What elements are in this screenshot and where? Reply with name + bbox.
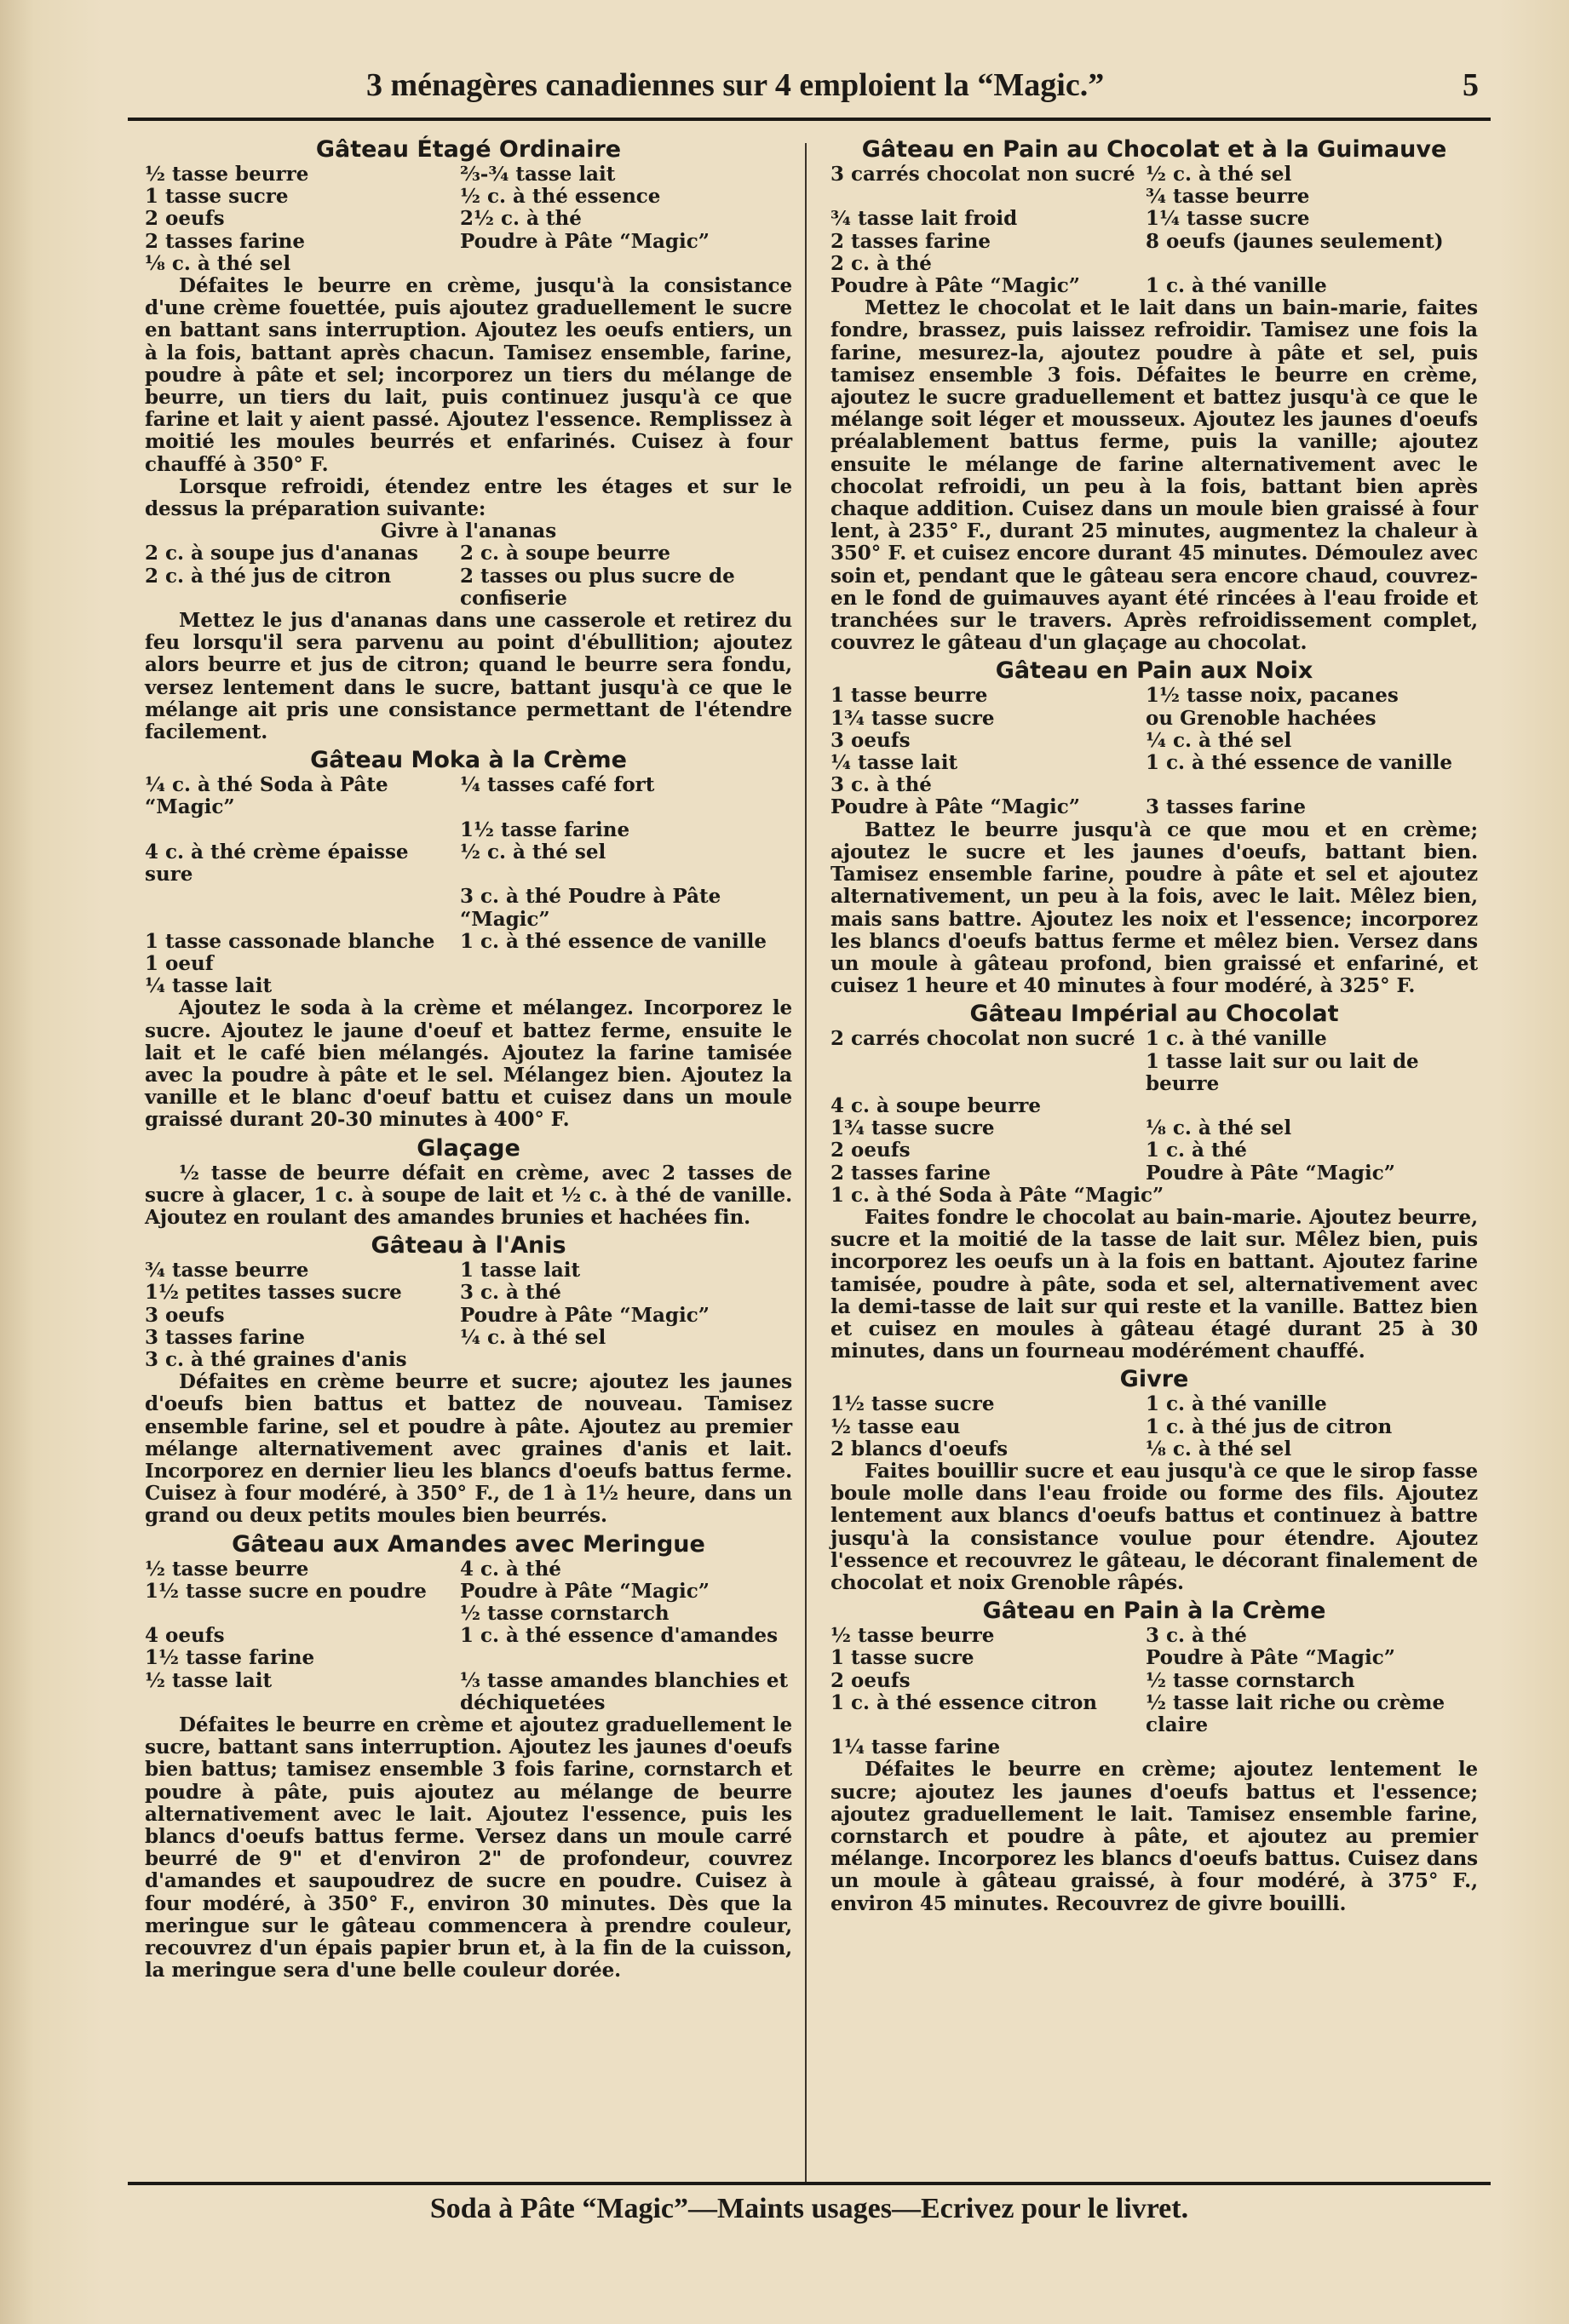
recipe-title: Gâteau aux Amandes avec Meringue xyxy=(232,1530,705,1558)
recipe-method: Défaites le beurre en crème, jusqu'à la consistance d'une crème fouettée, puis ajoutez graduellement le sucre en battant sans interruption. Ajoutez les oeufs entiers, un à la fois, battant après chacun. Tamisez ensemble, farine, poudre à pâte et sel; incorporez un tiers du mélange de beurre, un tiers du lait, puis continuez jusqu'à ce que farine et lait y aient passé. Ajoutez l'essence. Remplissez à moitié les moules beurrés et enfarinés. Cuisez à four chauffé à 350° F. xyxy=(145,274,792,476)
ingredient: 1¾ tasse sucre xyxy=(830,1116,995,1140)
recipe-pain-creme xyxy=(830,1598,1478,1915)
ingredient: 4 c. à thé xyxy=(460,1557,561,1581)
column-divider xyxy=(805,143,807,2183)
ingredient: 2 tasses farine xyxy=(830,1161,991,1185)
ingredient: Poudre à Pâte “Magic” xyxy=(830,274,1080,298)
ingredient: 3 c. à thé xyxy=(830,773,932,797)
ingredient-list xyxy=(145,774,792,997)
ingredient: 1 tasse sucre xyxy=(830,1646,974,1670)
sub-recipe-title: Givre à l'ananas xyxy=(380,519,557,543)
ingredient: 2 carrés chocolat non sucré xyxy=(830,1027,1135,1051)
ingredient: 2 c. à thé xyxy=(830,251,932,275)
page-number: 5 xyxy=(1463,67,1479,103)
recipe-method: Battez le beurre jusqu'à ce que mou et en crème; ajoutez le sucre et les jaunes d'oeufs, battant bien. Tamisez ensemble farine, poudre à pâte et sel et ajoutez alternativement, un peu à la fois, avec le lait. Mêlez bien, mais sans battre. Ajoutez les noix et l'essence; incorporez les blancs d'oeufs battus ferme et mêlez bien. Versez dans un moule à gâteau profond, bien graissé et enfariné, et cuisez 1 heure et 40 minutes à four modéré, à 325° F. xyxy=(830,818,1478,998)
ingredient: 1 c. à thé essence de vanille xyxy=(460,929,767,953)
recipe-method: Lorsque refroidi, étendez entre les étages et sur le dessus la préparation suivante: xyxy=(145,474,792,521)
recipe-pain-noix xyxy=(830,657,1478,997)
ingredient: 8 oeufs (jaunes seulement) xyxy=(1146,229,1444,253)
recipe-method: Faites fondre le chocolat au bain-marie. Ajoutez beurre, sucre et la moitié de la tasse de lait sur. Mêlez bien, puis incorporez les oeufs un à la fois en battant. Ajoutez farine tamisée, poudre à pâte, soda et sel, alternativement avec la demi-tasse de lait sur qui reste et la vanille. Battez bien et cuisez en moules à gâteau étagé durant 25 à 30 minutes, dans un fourneau modérément chauffé. xyxy=(830,1205,1478,1363)
ingredient: 1 c. à thé vanille xyxy=(1146,1027,1327,1051)
ingredient: 2 oeufs xyxy=(145,207,225,231)
ingredient: ⅛ c. à thé sel xyxy=(145,251,291,275)
ingredient: Poudre à Pâte “Magic” xyxy=(1146,1161,1395,1185)
ingredient-list xyxy=(145,1558,792,1714)
ingredient: ¾ tasse beurre xyxy=(145,1259,309,1283)
ingredient-list xyxy=(145,542,792,610)
ingredient: 1 tasse lait sur ou lait de beurre xyxy=(1146,1049,1419,1095)
ingredient: 2½ c. à thé xyxy=(460,207,582,231)
ingredient: 1 oeuf xyxy=(145,951,214,975)
ingredient: 1 c. à thé essence d'amandes xyxy=(460,1624,779,1648)
ingredient: 1½ tasse noix, pacanes xyxy=(1146,684,1399,708)
ingredient-list xyxy=(830,164,1478,297)
recipe-title: Givre xyxy=(1119,1366,1189,1393)
ingredient: ⅛ c. à thé sel xyxy=(1146,1437,1292,1460)
ingredient: ½ tasse lait riche ou crème claire xyxy=(1146,1690,1445,1736)
ingredient: Poudre à Pâte “Magic” xyxy=(830,795,1080,819)
ingredient: 3 c. à thé xyxy=(1146,1624,1247,1648)
ingredient: 2 c. à soupe jus d'ananas xyxy=(145,542,418,565)
ingredient xyxy=(1146,1736,1478,1759)
ingredient: ½ tasse beurre xyxy=(830,1624,995,1648)
ingredient xyxy=(830,1051,1146,1095)
ingredient: 2 tasses farine xyxy=(145,229,306,253)
ingredient: 1 c. à thé essence de vanille xyxy=(1146,751,1453,775)
ingredient: 1 c. à thé Soda à Pâte “Magic” xyxy=(830,1183,1164,1207)
ingredient: 3 c. à thé xyxy=(460,1281,561,1305)
ingredient xyxy=(460,953,792,975)
recipe-method: Faites bouillir sucre et eau jusqu'à ce que le sirop fasse boule molle dans l'eau froide ou forme des fils. Ajoutez lentement aux blancs d'oeufs battus et continuez à battre jusqu'à la consistance voulue pour étendre. Ajoutez l'essence et recouvrez le gâteau, le décorant finalement de chocolat et noix Grenoble râpés. xyxy=(830,1459,1478,1594)
footer-rule xyxy=(128,2182,1491,2185)
ingredient: ⅛ c. à thé sel xyxy=(1146,1116,1292,1140)
ingredient: 1 tasse lait xyxy=(460,1259,581,1283)
recipe-title: Gâteau Moka à la Crème xyxy=(310,747,627,774)
recipe-givre xyxy=(830,1366,1478,1594)
ingredient xyxy=(830,186,1146,208)
ingredient: Poudre à Pâte “Magic” xyxy=(1146,1646,1395,1670)
ingredient: ¼ tasse lait xyxy=(145,974,273,998)
ingredient: 1¾ tasse sucre xyxy=(830,706,995,730)
ingredient-list xyxy=(830,685,1478,818)
ingredient: 2 oeufs xyxy=(830,1139,911,1162)
ingredient: 3 oeufs xyxy=(145,1303,225,1327)
ingredient xyxy=(460,1647,792,1669)
ingredient: 3 carrés chocolat non sucré xyxy=(830,163,1135,186)
ingredient xyxy=(1146,1095,1478,1117)
recipe-method: Mettez le chocolat et le lait dans un bain-marie, faites fondre, brassez, puis laissez refroidir. Tamisez une fois la farine, mesurez-la, ajoutez poudre à pâte et sel, puis tamisez ensemble 3 fois. Défaites le beurre en crème, ajoutez le sucre graduellement et battez jusqu'à ce que le mélange soit léger et mousseux. Ajoutez les jaunes d'oeufs préalablement battus ferme, puis la vanille; ajoutez ensuite le mélange de farine alternativement avec le chocolat refroidi, un peu à la fois, battant bien après chaque addition. Cuisez dans un moule bien graissé à four lent, à 235° F., durant 25 minutes, augmentez la chaleur à 350° F. et cuisez encore durant 45 minutes. Démoulez avec soin et, pendant que le gâteau sera encore chaud, couvrez-en le fond de guimauves ayant été rincées à l'eau froide et tranchées sur le travers. Après refroidissement complet, couvrez le gâteau d'un glaçage au chocolat. xyxy=(830,296,1478,655)
recipe-title: Gâteau Impérial au Chocolat xyxy=(969,1001,1339,1028)
ingredient: Poudre à Pâte “Magic” xyxy=(460,1579,710,1603)
ingredient: ¼ c. à thé Soda à Pâte “Magic” xyxy=(145,773,388,819)
ingredient: ¼ c. à thé sel xyxy=(1146,728,1292,752)
ingredient: 3 c. à thé graines d'anis xyxy=(145,1347,407,1371)
recipe-title: Gâteau en Pain aux Noix xyxy=(995,657,1313,685)
ingredient-list xyxy=(830,1625,1478,1759)
ingredient: ¼ c. à thé sel xyxy=(460,1325,606,1349)
ingredient: 1½ tasse sucre en poudre xyxy=(145,1579,427,1603)
ingredient: 2 tasses ou plus sucre de confiserie xyxy=(460,564,735,610)
ingredient: ¾ tasse lait froid xyxy=(830,207,1018,231)
ingredient: 1½ tasse farine xyxy=(460,818,630,841)
ingredient: 2 c. à soupe beurre xyxy=(460,542,670,565)
recipe-method: ½ tasse de beurre défait en crème, avec 2 tasses de sucre à glacer, 1 c. à soupe de lait et ½ c. à thé de vanille. Ajoutez en roulant des amandes brunies et hachées fin. xyxy=(145,1161,792,1229)
ingredient: 4 oeufs xyxy=(145,1624,225,1648)
recipe-glacage xyxy=(145,1135,792,1230)
ingredient: 1 c. à thé vanille xyxy=(1146,274,1327,298)
ingredient: 2 oeufs xyxy=(830,1668,911,1692)
ingredient: ¼ tasse lait xyxy=(830,751,958,775)
ingredient: 1 c. à thé essence citron xyxy=(830,1690,1098,1714)
recipe-title: Gâteau à l'Anis xyxy=(371,1232,566,1260)
ingredient: ½ tasse cornstarch xyxy=(1146,1668,1355,1692)
ingredient: 3 oeufs xyxy=(830,728,911,752)
ingredient: 3 tasses farine xyxy=(1146,795,1307,819)
ingredient: 1 tasse sucre xyxy=(145,185,289,209)
ingredient xyxy=(460,1349,792,1371)
ingredient: 1½ tasse farine xyxy=(145,1646,315,1670)
recipe-gateau-anis xyxy=(145,1232,792,1527)
recipe-title: Gâteau Étagé Ordinaire xyxy=(315,136,622,163)
ingredient: 1 c. à thé jus de citron xyxy=(1146,1414,1393,1438)
ingredient xyxy=(1146,774,1478,796)
ingredient: ½ tasse lait xyxy=(145,1668,273,1692)
ingredient-list xyxy=(145,1260,792,1371)
ingredient: 4 c. à thé crème épaisse sure xyxy=(145,840,409,887)
ingredient: ½ tasse cornstarch xyxy=(460,1601,670,1625)
page-title: 3 ménagères canadiennes sur 4 emploient la “Magic.” xyxy=(366,67,1105,103)
ingredient: 1 c. à thé xyxy=(1146,1139,1247,1162)
ingredient xyxy=(145,1603,460,1625)
ingredient: ½ tasse beurre xyxy=(145,163,309,186)
right-column xyxy=(830,136,1478,1919)
recipe-gateau-etage xyxy=(145,136,792,743)
ingredient: 1½ tasse sucre xyxy=(830,1392,995,1416)
ingredient: 1 tasse cassonade blanche xyxy=(145,929,435,953)
ingredient-list xyxy=(145,164,792,275)
ingredient: ½ c. à thé essence xyxy=(460,185,661,209)
recipe-pain-chocolat-guimauve xyxy=(830,136,1478,654)
header-rule xyxy=(128,118,1491,121)
ingredient xyxy=(1146,253,1478,275)
ingredient: ½ c. à thé sel xyxy=(460,840,606,864)
ingredient xyxy=(460,975,792,997)
recipe-method: Ajoutez le soda à la crème et mélangez. Incorporez le sucre. Ajoutez le jaune d'oeuf et battez ferme, ensuite le lait et le café bien mélangés. Ajoutez la farine tamisée avec la poudre à pâte et le sel. Mélangez bien. Ajoutez la vanille et le blanc d'oeuf battu et cuisez dans un moule graissé durant 20-30 minutes à 400° F. xyxy=(145,996,792,1132)
ingredient: ¼ tasses café fort xyxy=(460,773,655,797)
ingredient xyxy=(460,253,792,275)
ingredient xyxy=(145,819,460,841)
recipe-title: Gâteau en Pain au Chocolat et à la Guimauve xyxy=(861,136,1447,163)
ingredient: ou Grenoble hachées xyxy=(1146,706,1376,730)
recipe-method: Mettez le jus d'ananas dans une casserole et retirez du feu lorsqu'il sera parvenu au point d'ébullition; ajoutez alors beurre et jus de citron; quand le beurre sera fondu, versez lentement dans le sucre, battant jusqu'à ce que le mélange ait pris une consistance permettant de l'étendre facilement. xyxy=(145,609,792,744)
ingredient-list xyxy=(830,1393,1478,1460)
recipe-method: Défaites en crème beurre et sucre; ajoutez les jaunes d'oeufs bien battus et battez de nouveau. Tamisez ensemble farine, sel et poudre à pâte. Ajoutez au premier mélange alternativement avec graines d'anis et lait. Incorporez en dernier lieu les blancs d'oeufs battus ferme. Cuisez à four modéré, à 350° F., de 1 à 1½ heure, dans un grand ou deux petits moules bien beurrés. xyxy=(145,1370,792,1528)
ingredient: ½ tasse beurre xyxy=(145,1557,309,1581)
page-footer: Soda à Pâte “Magic”—Maints usages—Ecrivez pour le livret. xyxy=(429,2193,1189,2224)
ingredient: ⅓ tasse amandes blanchies et déchiquetées xyxy=(460,1668,789,1714)
ingredient: ⅔-¾ tasse lait xyxy=(460,163,616,186)
ingredient: 3 tasses farine xyxy=(145,1325,306,1349)
page-header xyxy=(128,66,1491,114)
ingredient: 1 c. à thé vanille xyxy=(1146,1392,1327,1416)
ingredient: 1 tasse beurre xyxy=(830,684,988,708)
recipe-imperial-chocolat xyxy=(830,1001,1478,1363)
recipe-title: Glaçage xyxy=(417,1134,520,1162)
ingredient xyxy=(145,886,460,930)
ingredient: 4 c. à soupe beurre xyxy=(830,1093,1041,1117)
ingredient: ½ c. à thé sel xyxy=(1146,163,1292,186)
recipe-gateau-amandes xyxy=(145,1531,792,1983)
ingredient-list xyxy=(830,1028,1478,1207)
recipe-title: Gâteau en Pain à la Crème xyxy=(982,1598,1326,1625)
recipe-method: Défaites le beurre en crème; ajoutez lentement le sucre; ajoutez les jaunes d'oeufs battus et l'essence; ajoutez graduellement le lait. Tamisez ensemble farine, cornstarch et poudre à pâte, et ajoutez au premier mélange. Incorporez les blancs d'oeufs battus. Cuisez dans un moule à gâteau graissé, à four modéré, à 375° F., environ 45 minutes. Recouvrez de givre bouilli. xyxy=(830,1758,1478,1915)
ingredient: Poudre à Pâte “Magic” xyxy=(460,229,710,253)
ingredient: 2 blancs d'oeufs xyxy=(830,1437,1009,1460)
ingredient: 2 tasses farine xyxy=(830,229,991,253)
ingredient: 1½ petites tasses sucre xyxy=(145,1281,402,1305)
ingredient: Poudre à Pâte “Magic” xyxy=(460,1303,710,1327)
ingredient: 1¼ tasse sucre xyxy=(1146,207,1310,231)
ingredient: 1¼ tasse farine xyxy=(830,1736,1001,1759)
left-column xyxy=(145,136,792,1985)
ingredient: ½ tasse eau xyxy=(830,1414,961,1438)
ingredient: 2 c. à thé jus de citron xyxy=(145,564,392,588)
recipe-method: Défaites le beurre en crème et ajoutez graduellement le sucre, battant sans interruption. Ajoutez les jaunes d'oeufs bien battus; tamisez ensemble 3 fois farine, cornstarch et poudre à pâte, puis ajoutez au mélange de beurre alternativement avec le lait. Ajoutez l'essence, puis les blancs d'oeufs battus ferme. Versez dans un moule carré beurré de 9" et d'environ 2" de profondeur, couvrez d'amandes et saupoudrez de sucre en poudre. Cuisez à four modéré, à 350° F., environ 30 minutes. Dès que la meringue sur le gâteau commencera à prendre couleur, recouvrez d'un épais papier brun et, à la fin de la cuisson, la meringue sera d'une belle couleur dorée. xyxy=(145,1713,792,1983)
ingredient: ¾ tasse beurre xyxy=(1146,185,1310,209)
ingredient: 3 c. à thé Poudre à Pâte “Magic” xyxy=(460,885,721,931)
recipe-gateau-moka xyxy=(145,747,792,1131)
